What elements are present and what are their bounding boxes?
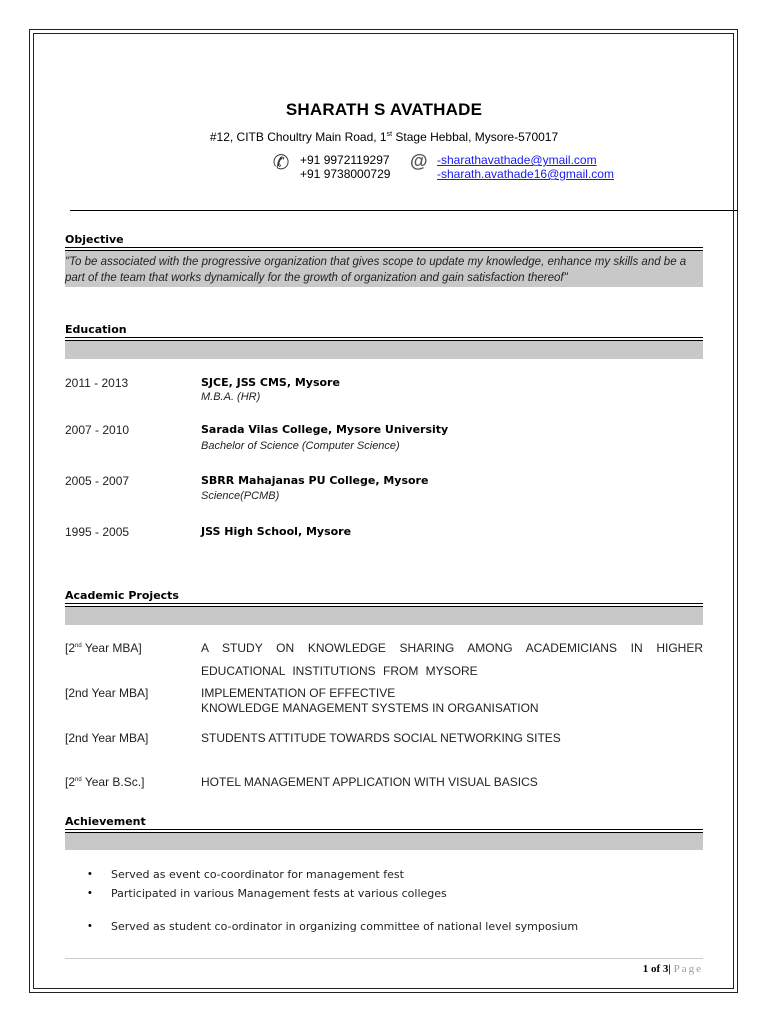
phone-numbers — [300, 153, 390, 181]
section-bar — [65, 607, 703, 625]
project-tag: [2nd Year MBA] — [65, 731, 149, 745]
bullet-icon: • — [88, 868, 92, 880]
education-degree: M.B.A. (HR) — [201, 391, 261, 403]
project-title-line: STUDENTS ATTITUDE TOWARDS SOCIAL NETWORKING SITES — [201, 731, 561, 745]
header-divider-left — [70, 210, 236, 211]
education-institution: Sarada Vilas College, Mysore University — [201, 423, 449, 436]
education-institution: JSS High School, Mysore — [201, 525, 352, 538]
achievement-item: Participated in various Management fests at various colleges — [111, 887, 447, 900]
page-separator: | — [668, 963, 671, 975]
objective-text: "To be associated with the progressive organization that gives scope to update my knowledge, enhance my skills and be a part of the team that works dynamically for the growth of organization and gain satisfaction thereof" — [65, 256, 687, 284]
project-title-line: IMPLEMENTATION OF EFFECTIVE — [201, 686, 396, 700]
section-title-achievement: Achievement — [65, 815, 146, 828]
education-years: 2011 - 2013 — [65, 376, 129, 390]
project-tag: [2nd Year MBA] — [65, 641, 142, 655]
candidate-name: SHARATH S AVATHADE — [285, 100, 483, 119]
project-tag: [2nd Year MBA] — [65, 686, 149, 700]
education-years: 2005 - 2007 — [65, 474, 130, 488]
section-title-objective: Objective — [65, 233, 124, 246]
page-word: Page — [673, 963, 703, 975]
education-years: 1995 - 2005 — [65, 525, 130, 539]
bullet-icon: • — [88, 920, 92, 932]
section-title-projects: Academic Projects — [65, 589, 179, 602]
project-title-line: A STUDY ON KNOWLEDGE SHARING AMONG ACADEMICIANS IN HIGHER — [201, 641, 703, 655]
section-bar — [65, 341, 703, 359]
project-title-line: HOTEL MANAGEMENT APPLICATION WITH VISUAL BASICS — [201, 775, 538, 789]
header-divider-right — [236, 210, 738, 211]
project-title-line: KNOWLEDGE MANAGEMENT SYSTEMS IN ORGANISATION — [201, 701, 539, 715]
address: #12, CITB Choultry Main Road, 1st Stage Hebbal, Mysore-570017 — [209, 130, 559, 144]
section-bar — [65, 833, 703, 850]
email-addresses — [437, 153, 614, 181]
page-number: 1 of 3 — [642, 963, 669, 975]
footer-divider — [65, 958, 703, 959]
achievement-item: Served as event co-coordinator for management fest — [111, 868, 404, 881]
education-degree: Bachelor of Science (Computer Science) — [201, 440, 400, 452]
page-footer — [600, 963, 703, 975]
phone-number: +91 9972119297 — [300, 153, 390, 167]
education-institution: SJCE, JSS CMS, Mysore — [201, 376, 340, 389]
phone-icon: ✆ — [272, 152, 290, 174]
achievement-item: Served as student co-ordinator in organizing committee of national level symposium — [111, 920, 579, 933]
education-institution: SBRR Mahajanas PU College, Mysore — [201, 474, 429, 487]
phone-number: +91 9738000729 — [300, 167, 391, 181]
project-title-line: EDUCATIONAL INSTITUTIONS FROM MYSORE — [201, 664, 478, 678]
email-link[interactable]: -sharath.avathade16@gmail.com — [437, 167, 614, 181]
education-degree: Science(PCMB) — [201, 490, 280, 502]
bullet-icon: • — [88, 887, 92, 899]
education-years: 2007 - 2010 — [65, 423, 130, 437]
at-sign-icon: @ — [410, 151, 428, 171]
section-title-education: Education — [65, 323, 127, 336]
email-link[interactable]: -sharathavathade@ymail.com — [437, 153, 597, 167]
project-tag: [2nd Year B.Sc.] — [65, 775, 145, 789]
